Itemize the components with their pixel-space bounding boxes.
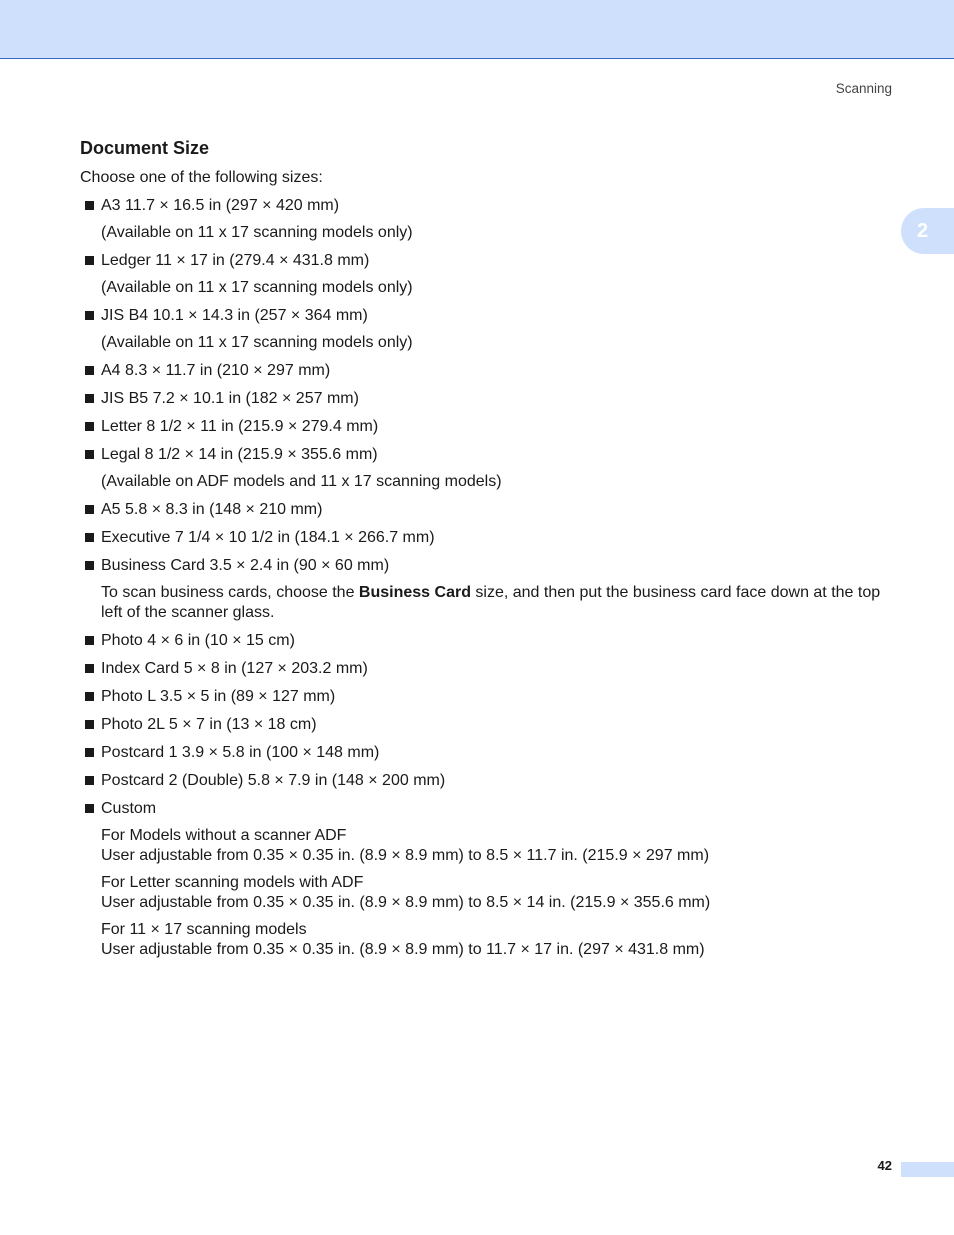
size-label: Index Card 5 × 8 in (127 × 203.2 mm) (101, 660, 368, 677)
adjustable-range-text: User adjustable from 0.35 × 0.35 in. (8.9 × 8.9 mm) to 11.7 × 17 in. (297 × 431.8 mm) (101, 941, 705, 958)
model-group-label: For Letter scanning models with ADF (101, 874, 364, 891)
size-item (80, 771, 890, 791)
square-bullet-icon (85, 533, 94, 542)
main-content (80, 137, 890, 968)
size-item (80, 687, 890, 707)
size-item (80, 500, 890, 520)
square-bullet-icon (85, 664, 94, 673)
size-label: Letter 8 1/2 × 11 in (215.9 × 279.4 mm) (101, 418, 379, 435)
square-bullet-icon (85, 394, 94, 403)
size-item (80, 445, 890, 465)
size-label: Ledger 11 × 17 in (279.4 × 431.8 mm) (101, 252, 370, 269)
square-bullet-icon (85, 636, 94, 645)
size-label: A3 11.7 × 16.5 in (297 × 420 mm) (101, 197, 340, 214)
size-label: Photo 4 × 6 in (10 × 15 cm) (101, 632, 295, 649)
size-label: Legal 8 1/2 × 14 in (215.9 × 355.6 mm) (101, 446, 378, 463)
size-label: Business Card 3.5 × 2.4 in (90 × 60 mm) (101, 557, 390, 574)
footer-band (901, 1162, 954, 1177)
custom-size-note (101, 920, 890, 960)
size-item (80, 799, 890, 819)
square-bullet-icon (85, 366, 94, 375)
square-bullet-icon (85, 450, 94, 459)
model-group-label: For Models without a scanner ADF (101, 827, 347, 844)
square-bullet-icon (85, 692, 94, 701)
square-bullet-icon (85, 748, 94, 757)
running-header: Scanning (835, 81, 892, 96)
business-card-note (101, 583, 890, 623)
size-label: Executive 7 1/4 × 10 1/2 in (184.1 × 266.7 mm) (101, 529, 435, 546)
custom-size-note (101, 826, 890, 866)
business-card-term: Business Card (358, 584, 471, 601)
size-note: (Available on 11 x 17 scanning models only) (101, 279, 413, 296)
size-label: Custom (101, 800, 157, 817)
square-bullet-icon (85, 201, 94, 210)
adjustable-range-text: User adjustable from 0.35 × 0.35 in. (8.9 × 8.9 mm) to 8.5 × 14 in. (215.9 × 355.6 mm) (101, 894, 711, 911)
size-item (80, 251, 890, 271)
intro-text: Choose one of the following sizes: (80, 169, 323, 186)
size-label: Photo L 3.5 × 5 in (89 × 127 mm) (101, 688, 336, 705)
note-text: To scan business cards, choose the (101, 584, 359, 601)
square-bullet-icon (85, 505, 94, 514)
square-bullet-icon (85, 311, 94, 320)
size-item (80, 743, 890, 763)
size-label: Photo 2L 5 × 7 in (13 × 18 cm) (101, 716, 317, 733)
size-label: A5 5.8 × 8.3 in (148 × 210 mm) (101, 501, 323, 518)
square-bullet-icon (85, 422, 94, 431)
size-label: A4 8.3 × 11.7 in (210 × 297 mm) (101, 362, 331, 379)
size-item (80, 659, 890, 679)
square-bullet-icon (85, 804, 94, 813)
size-item (80, 389, 890, 409)
size-label: Postcard 2 (Double) 5.8 × 7.9 in (148 × 200 mm) (101, 772, 446, 789)
note-text: size, and then put the business card face down at the top left of the scanner glass. (101, 584, 881, 621)
custom-size-note (101, 873, 890, 913)
size-item (80, 417, 890, 437)
section-heading: Document Size (80, 138, 210, 158)
size-item (80, 528, 890, 548)
size-item (80, 631, 890, 651)
header-band (0, 0, 954, 59)
size-list (80, 196, 890, 960)
size-note: (Available on 11 x 17 scanning models only) (101, 334, 413, 351)
size-item (80, 306, 890, 326)
square-bullet-icon (85, 256, 94, 265)
page-number: 42 (877, 1158, 892, 1173)
size-note: (Available on ADF models and 11 x 17 scanning models) (101, 473, 502, 490)
size-item (80, 361, 890, 381)
size-item (80, 715, 890, 735)
size-label: JIS B5 7.2 × 10.1 in (182 × 257 mm) (101, 390, 359, 407)
size-label: JIS B4 10.1 × 14.3 in (257 × 364 mm) (101, 307, 368, 324)
model-group-label: For 11 × 17 scanning models (101, 921, 307, 938)
chapter-tab: 2 (901, 208, 954, 254)
size-note: (Available on 11 x 17 scanning models only) (101, 224, 413, 241)
square-bullet-icon (85, 776, 94, 785)
size-item (80, 556, 890, 576)
size-item (80, 196, 890, 216)
square-bullet-icon (85, 720, 94, 729)
size-label: Postcard 1 3.9 × 5.8 in (100 × 148 mm) (101, 744, 380, 761)
square-bullet-icon (85, 561, 94, 570)
adjustable-range-text: User adjustable from 0.35 × 0.35 in. (8.9 × 8.9 mm) to 8.5 × 11.7 in. (215.9 × 297 mm) (101, 847, 710, 864)
